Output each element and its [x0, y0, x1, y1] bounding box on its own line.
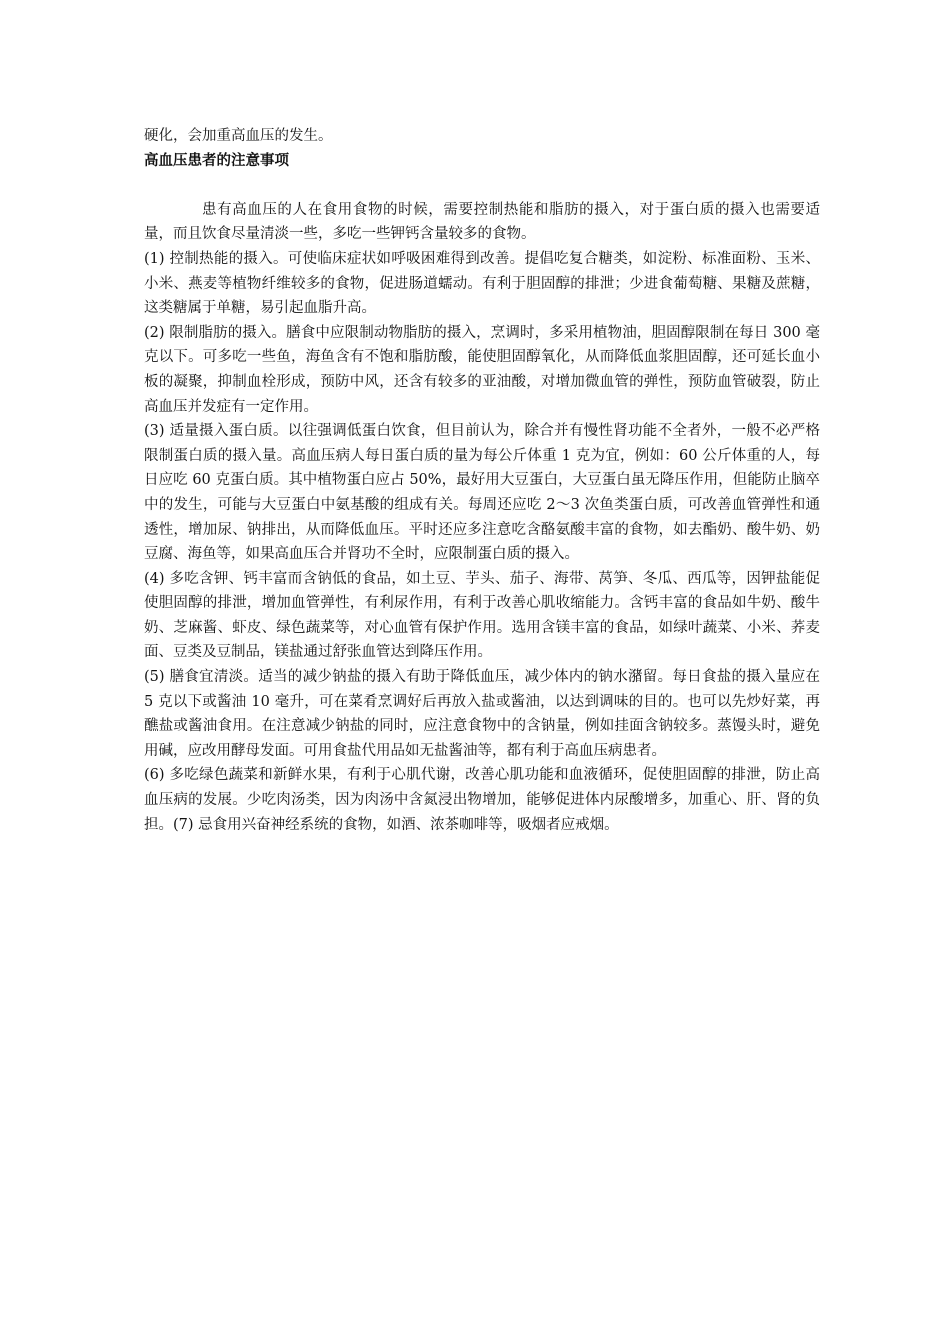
section-heading: 高血压患者的注意事项	[144, 152, 289, 169]
list-item: (3) 适量摄入蛋白质。以往强调低蛋白饮食，但目前认为，除合并有慢性肾功能不全者外，一般不必严格限制蛋白质的摄入量。高血压病人每日蛋白质的量为每公斤体重 1 克为宜，例如：60 公斤体重的人，每日应吃 60 克蛋白质。其中植物蛋白应占 50%，最好用大豆蛋白，大豆蛋白虽无降压作用，但能防止脑卒中的发生，可能与大豆蛋白中氨基酸的组成有关。每周还应吃 2～3 次鱼类蛋白质，可改善血管弹性和通透性，增加尿、钠排出，从而降低血压。平时还应多注意吃含酪氨酸丰富的食物，如去酯奶、酸牛奶、奶豆腐、海鱼等，如果高血压合并肾功不全时，应限制蛋白质的摄入。	[144, 423, 820, 563]
list-item: (6) 多吃绿色蔬菜和新鲜水果，有利于心肌代谢，改善心肌功能和血液循环，促使胆固醇的排泄，防止高血压病的发展。少吃肉汤类，因为肉汤中含氮浸出物增加，能够促进体内尿酸增多，加重心、肝、肾的负担。(7) 忌食用兴奋神经系统的食物，如酒、浓茶咖啡等，吸烟者应戒烟。	[144, 767, 820, 833]
intro-paragraph: 患有高血压的人在食用食物的时候，需要控制热能和脂肪的摄入，对于蛋白质的摄入也需要适量，而且饮食尽量清淡一些，多吃一些钾钙含量较多的食物。	[144, 201, 820, 243]
list-item: (1) 控制热能的摄入。可使临床症状如呼吸困难得到改善。提倡吃复合糖类，如淀粉、标准面粉、玉米、小米、燕麦等植物纤维较多的食物，促进肠道蠕动。有利于胆固醇的排泄；少进食葡萄糖、果糖及蔗糖，这类糖属于单糖，易引起血脂升高。	[144, 250, 820, 317]
list-item: (5) 膳食宜清淡。适当的减少钠盐的摄入有助于降低血压，减少体内的钠水潴留。每日食盐的摄入量应在 5 克以下或酱油 10 毫升，可在菜肴烹调好后再放入盐或酱油，以达到调味的目的。也可以先炒好菜，再醮盐或酱油食用。在注意减少钠盐的同时，应注意食物中的含钠量，例如挂面含钠较多。蒸馒头时，避免用碱，应改用酵母发面。可用食盐代用品如无盐酱油等，都有利于高血压病患者。	[144, 669, 820, 759]
list-item: (4) 多吃含钾、钙丰富而含钠低的食品，如土豆、芋头、茄子、海带、莴笋、冬瓜、西瓜等，因钾盐能促使胆固醇的排泄，增加血管弹性，有利尿作用，有利于改善心肌收缩能力。含钙丰富的食品如牛奶、酸牛奶、芝麻酱、虾皮、绿色蔬菜等，对心血管有保护作用。选用含镁丰富的食品，如绿叶蔬菜、小米、荞麦面、豆类及豆制品，镁盐通过舒张血管达到降压作用。	[144, 570, 820, 661]
document-body	[144, 124, 820, 837]
continuation-paragraph: 硬化，会加重高血压的发生。	[144, 128, 333, 144]
list-item: (2) 限制脂肪的摄入。膳食中应限制动物脂肪的摄入，烹调时，多采用植物油，胆固醇限制在每日 300 毫克以下。可多吃一些鱼，海鱼含有不饱和脂肪酸，能使胆固醇氧化，从而降低血浆胆固醇，还可延长血小板的凝聚，抑制血栓形成，预防中风，还含有较多的亚油酸，对增加微血管的弹性，预防血管破裂，防止高血压并发症有一定作用。	[144, 324, 820, 415]
